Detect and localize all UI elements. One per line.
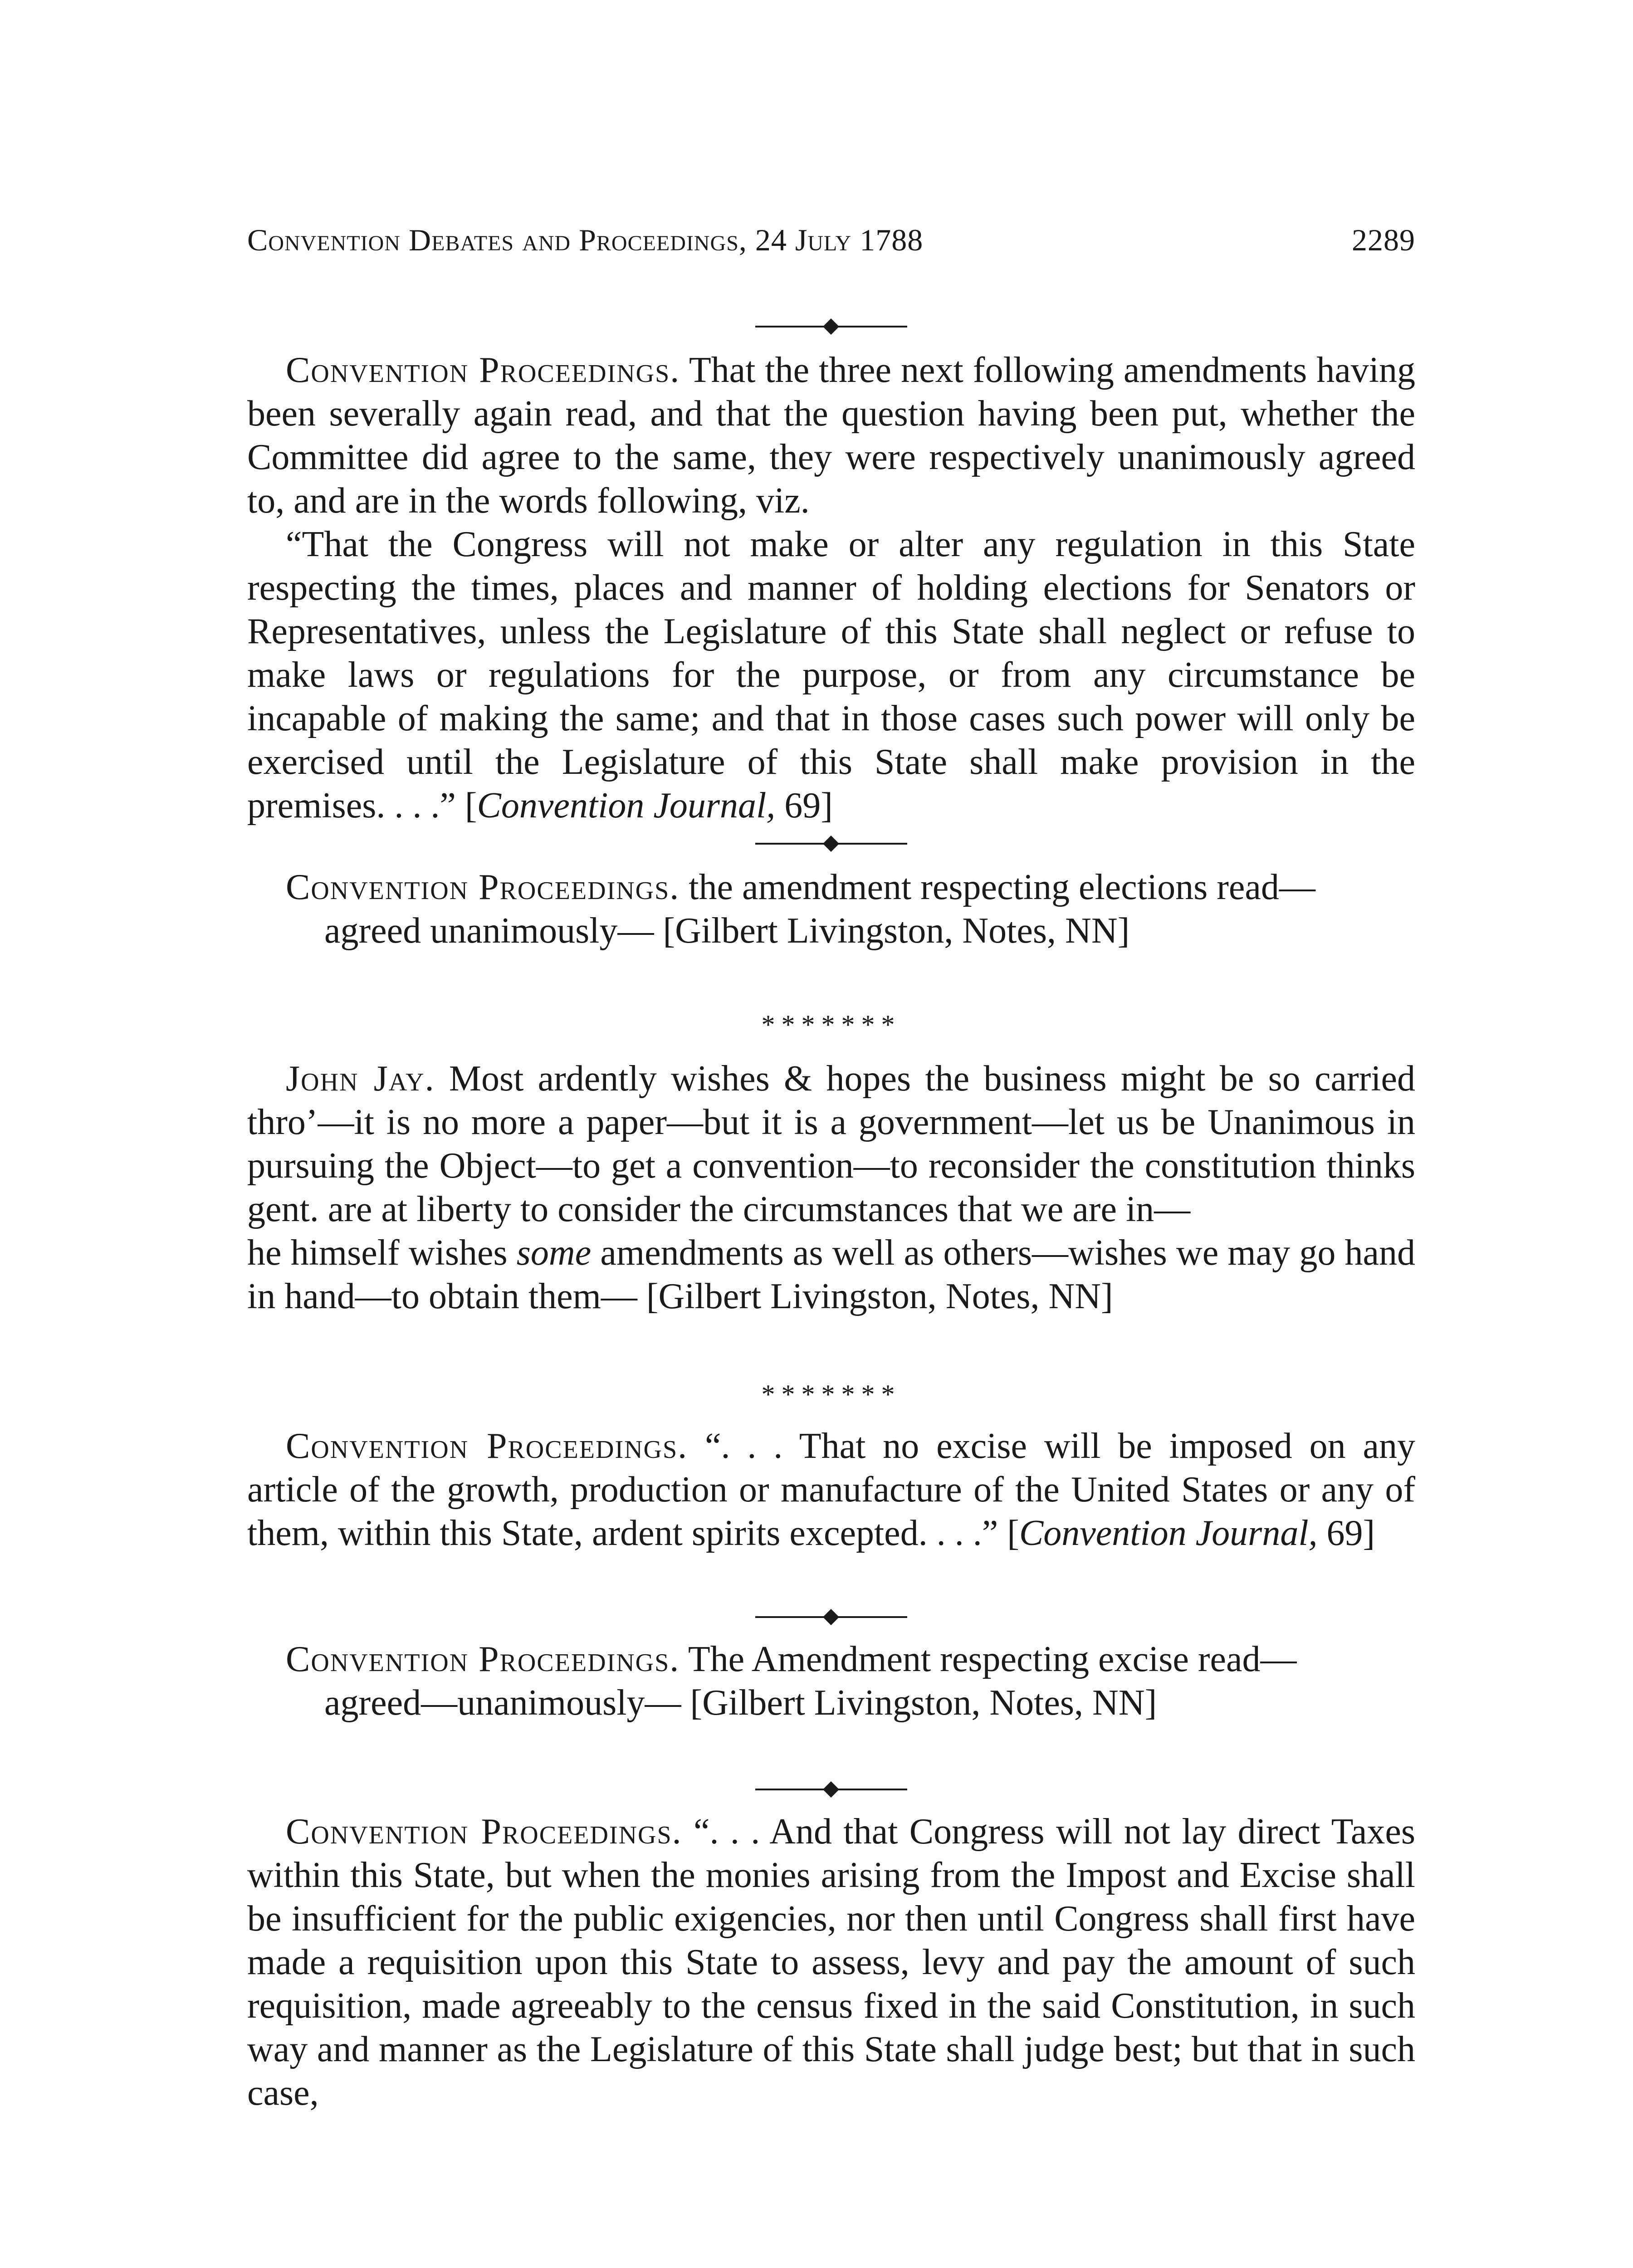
- entry-john-jay: [247, 1057, 1415, 1318]
- section-break-stars: *******: [761, 1379, 901, 1409]
- paragraph: [247, 523, 1415, 827]
- section-divider: [755, 1608, 907, 1626]
- entry-convention-proceedings-6: [247, 1810, 1415, 2115]
- section-divider: [755, 318, 907, 336]
- entry-text: agreed unanimously— [Gilbert Livingston, Notes, NN]: [324, 911, 1130, 951]
- entry-heading: Convention Proceedings.: [286, 1426, 688, 1466]
- entry-text: amendments as well as others—wishes we may go hand in hand—to obtain them— [Gilbert Livingston, Notes, NN]: [247, 1233, 1416, 1316]
- running-head: [247, 222, 1415, 263]
- paragraph: [247, 1231, 1415, 1318]
- entry-text: agreed—unanimously— [Gilbert Livingston, Notes, NN]: [324, 1683, 1157, 1723]
- section-divider: [755, 1780, 907, 1799]
- entry-heading: Convention Proceedings.: [286, 1812, 682, 1852]
- quoted-amendment: “That the Congress will not make or alter any regulation in this State respecting the times, places and manner of holding elections for Senators or Representatives, unless the Legislature of this State shall neglect or refuse to make laws or regulations for the purpose, or from any circumstance be incapable of making the same; and that in those cases such power will only be exercised until the Legislature of this State shall make provision in the premises. . . .” [: [247, 524, 1415, 826]
- entry-heading: Convention Proceedings.: [286, 350, 680, 390]
- emphasis: some: [516, 1233, 592, 1273]
- entry-heading: John Jay.: [286, 1059, 435, 1099]
- entry-text: That the three next following amendments having been severally again read, and that the question having been put, whether the Committee did agree to the same, they were respectively unanimously agreed to, and are in the words following, viz.: [247, 350, 1415, 521]
- entry-text: the amendment respecting elections read—: [689, 867, 1315, 907]
- citation-page: 69]: [1317, 1513, 1375, 1553]
- paragraph: [247, 348, 1415, 523]
- entry-convention-proceedings-2: [247, 865, 1415, 953]
- citation-source: Convention Journal,: [1019, 1513, 1318, 1553]
- paragraph: [247, 1424, 1415, 1555]
- entry-heading: Convention Proceedings.: [286, 1639, 680, 1679]
- paragraph: [247, 1057, 1415, 1231]
- paragraph: [247, 1681, 1415, 1725]
- section-break-stars: *******: [761, 1010, 901, 1040]
- entry-convention-proceedings-1: [247, 348, 1415, 827]
- entry-text: Most ardently wishes & hopes the business might be so carried thro’—it is no more a paper—but it is a government—let us be Unanimous in pursuing the Object—to get a convention—to reconsider the constitution thinks gent. are at liberty to consider the circumstances that we are in—: [247, 1059, 1415, 1229]
- paragraph: [247, 909, 1415, 953]
- running-head-title: Convention Debates and Proceedings, 24 July 1788: [247, 223, 924, 257]
- entry-text: “. . . That no excise will be imposed on any article of the growth, production or manufacture of the United States or any of them, within this State, ardent spirits excepted. . . .” [: [247, 1426, 1415, 1553]
- entry-convention-proceedings-5: [247, 1637, 1415, 1725]
- citation-page: 69]: [775, 786, 833, 826]
- section-divider: [755, 835, 907, 853]
- entry-heading: Convention Proceedings.: [286, 867, 680, 907]
- entry-text: The Amendment respecting excise read—: [688, 1639, 1297, 1679]
- paragraph: [247, 865, 1415, 909]
- paragraph: [247, 1637, 1415, 1681]
- page-number: 2289: [1352, 223, 1415, 257]
- entry-text: “. . . And that Congress will not lay direct Taxes within this State, but when the monies arising from the Impost and Excise shall be insufficient for the public exigencies, nor then until Congress shall first have made a requisition upon this State to assess, levy and pay the amount of such requisition, made agreeably to the census fixed in the said Constitution, in such way and manner as the Legislature of this State shall judge best; but that in such case,: [247, 1812, 1415, 2113]
- paragraph: [247, 1810, 1415, 2115]
- entry-text: he himself wishes: [247, 1233, 517, 1273]
- entry-convention-proceedings-4: [247, 1424, 1415, 1555]
- citation-source: Convention Journal,: [477, 786, 776, 826]
